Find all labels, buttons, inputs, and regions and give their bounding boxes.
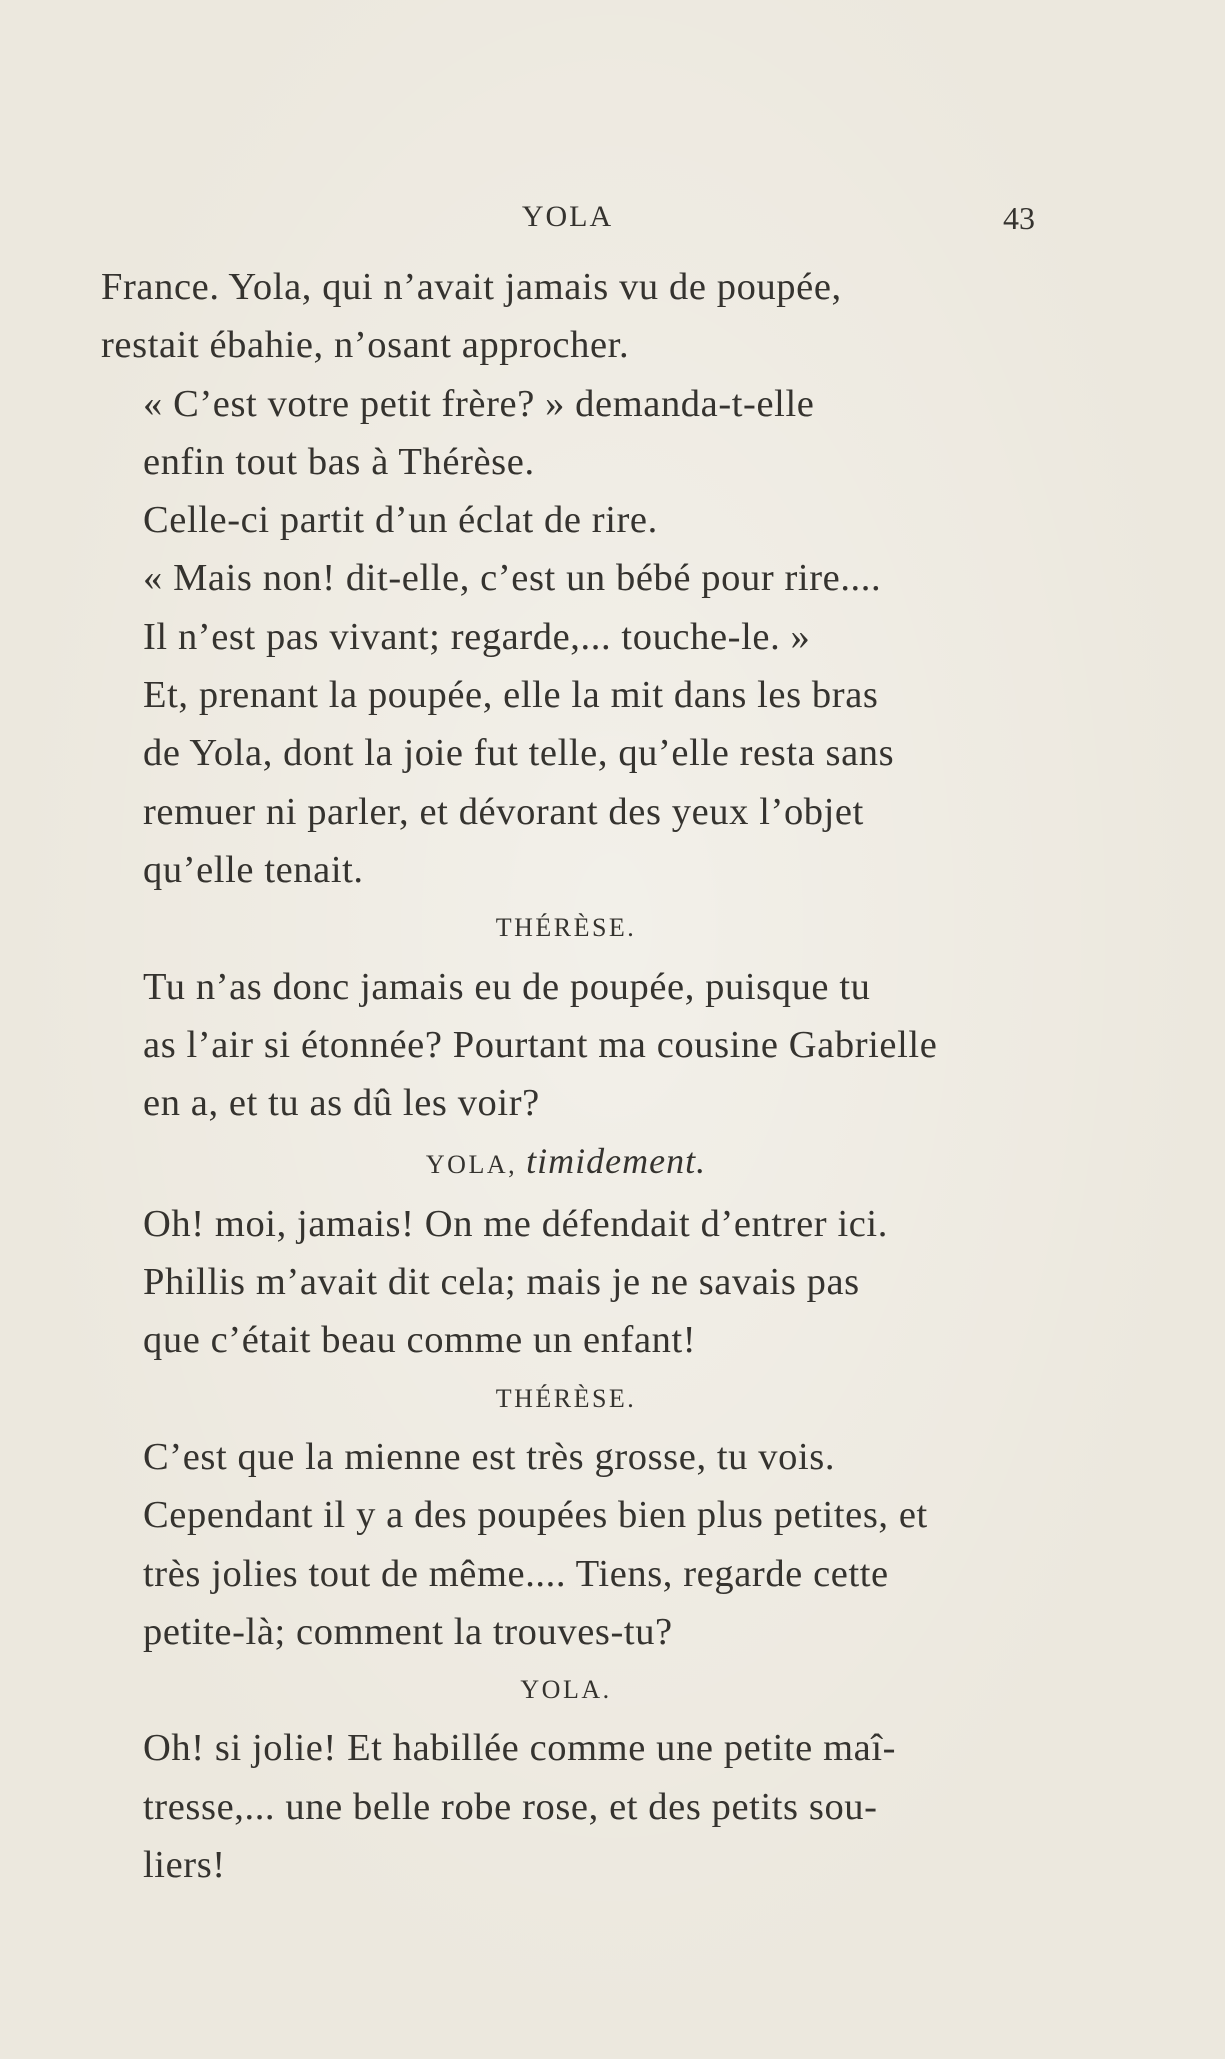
text-line: enfin tout bas à Thérèse.	[143, 440, 535, 483]
speaker-name: YOLA.	[520, 1675, 612, 1705]
page-number: 43	[1003, 200, 1035, 236]
text-line: de Yola, dont la joie fut telle, qu’elle resta sans	[143, 732, 895, 775]
text-line: France. Yola, qui n’avait jamais vu de poupée,	[101, 266, 842, 308]
text-line: liers!	[143, 1844, 226, 1887]
text-line: « Mais non! dit-elle, c’est un bébé pour rire....	[143, 557, 882, 600]
speaker-name: THÉRÈSE.	[495, 1383, 637, 1413]
running-title: YOLA	[521, 200, 614, 233]
text-line: Il n’est pas vivant; regarde,... touche-le. »	[143, 615, 811, 658]
paragraph	[101, 1719, 1031, 1894]
text-line: Celle-ci partit d’un éclat de rire.	[143, 499, 658, 542]
body-text	[101, 258, 1031, 1894]
paragraph	[101, 491, 1031, 549]
text-line: as l’air si étonnée? Pourtant ma cousine Gabrielle	[143, 1023, 938, 1066]
paragraph	[101, 1195, 1031, 1370]
text-line: « C’est votre petit frère? » demanda-t-elle	[143, 382, 815, 425]
text-line: remuer ni parler, et dévorant des yeux l’objet	[143, 790, 864, 833]
text-line: Tu n’as donc jamais eu de poupée, puisque tu	[143, 965, 871, 1008]
speaker-heading	[101, 1132, 1031, 1194]
paragraph	[101, 375, 1031, 492]
stage-direction: timidement.	[526, 1141, 707, 1182]
speaker-name: THÉRÈSE.	[495, 913, 637, 943]
text-line: Oh! moi, jamais! On me défendait d’entrer ici.	[143, 1202, 888, 1245]
text-line: que c’était beau comme un enfant!	[143, 1319, 697, 1362]
speaker-heading	[101, 899, 1031, 957]
text-line: Et, prenant la poupée, elle la mit dans les bras	[143, 674, 879, 717]
text-line: en a, et tu as dû les voir?	[143, 1082, 540, 1125]
paragraph	[101, 958, 1031, 1133]
text-line: qu’elle tenait.	[143, 848, 364, 891]
text-line: petite-là; comment la trouves-tu?	[143, 1610, 673, 1653]
paragraph	[101, 549, 1031, 666]
paragraph	[101, 1428, 1031, 1661]
text-line: restait ébahie, n’osant approcher.	[101, 324, 630, 367]
text-line: C’est que la mienne est très grosse, tu vois.	[143, 1435, 836, 1478]
paragraph	[101, 666, 1031, 899]
speaker-name: YOLA,	[425, 1150, 518, 1180]
paragraph	[101, 258, 1031, 375]
text-line: tresse,... une belle robe rose, et des petits sou-	[143, 1785, 878, 1828]
text-line: Phillis m’avait dit cela; mais je ne savais pas	[143, 1261, 860, 1304]
text-line: très jolies tout de même.... Tiens, regarde cette	[143, 1552, 889, 1595]
text-line: Oh! si jolie! Et habillée comme une petite maî-	[143, 1727, 897, 1770]
text-line: Cependant il y a des poupées bien plus petites, et	[143, 1494, 928, 1537]
running-head	[100, 200, 1035, 250]
speaker-heading	[101, 1370, 1031, 1428]
speaker-heading	[101, 1661, 1031, 1719]
